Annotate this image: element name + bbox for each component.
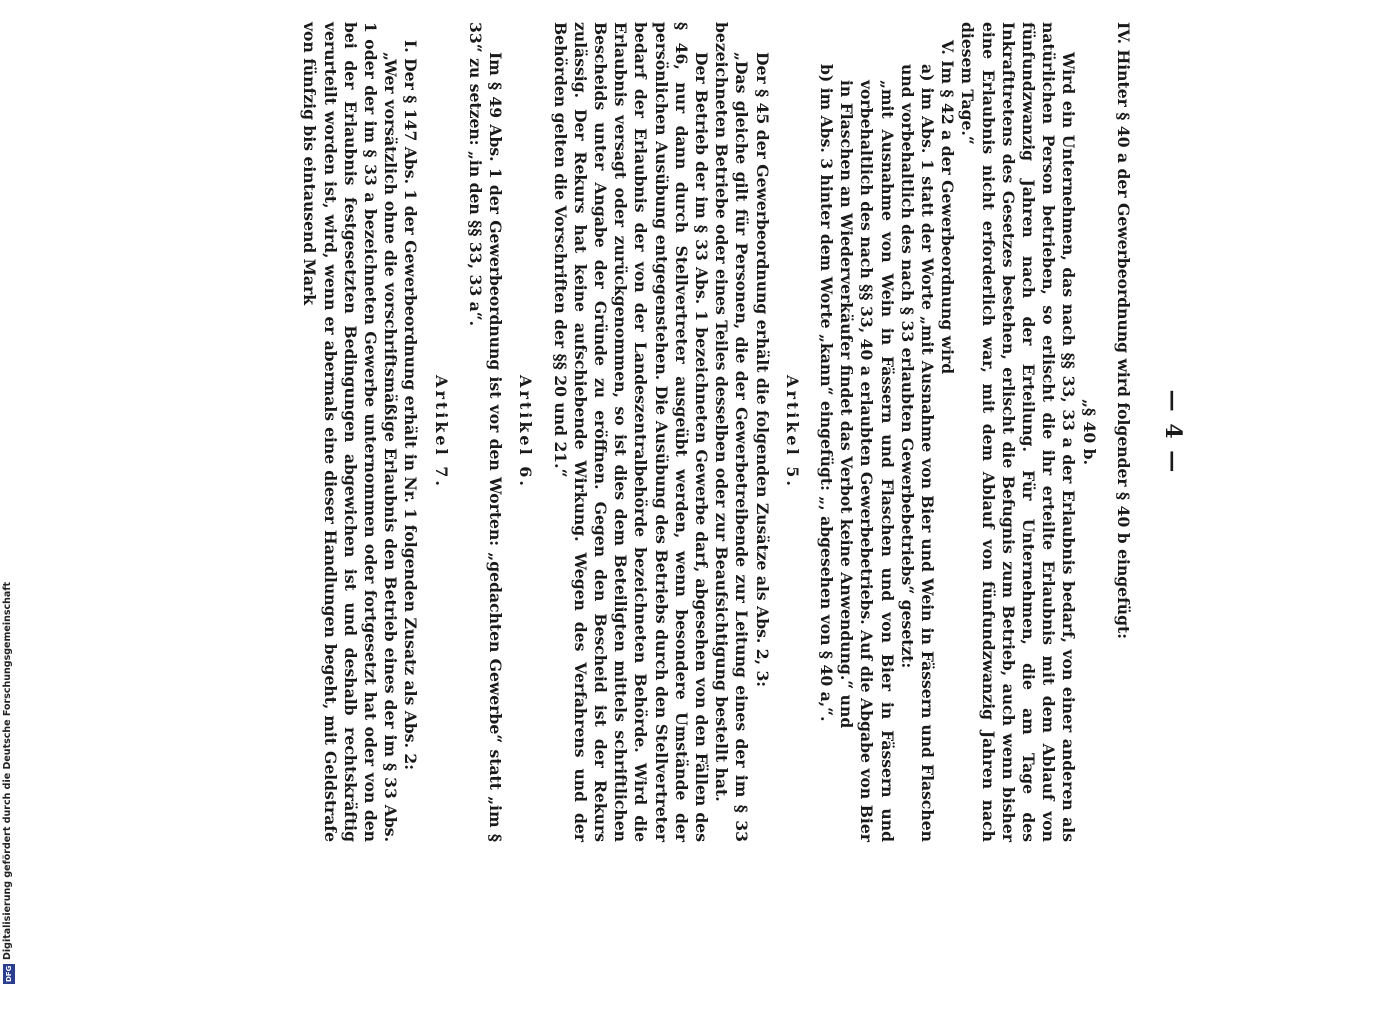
artikel-7-item-1: I. Der § 147 Abs. 1 der Gewerbeordnung erhält in Nr. 1 folgenden Zusatz als Abs. 2: — [401, 40, 421, 771]
artikel-5-intro: Der § 45 der Gewerbeordnung erhält die folgenden Zusätze als Abs. 2, 3: — [752, 52, 772, 688]
artikel-7-heading: Artikel 7. — [431, 375, 451, 489]
artikel-5-paragraph-2: Der Betrieb der im § 33 Abs. 1 bezeichneten Gewerbe darf, abgesehen von den Fällen des § 46, nur dann durch Stellvertreter ausgeübt werden, wenn besondere Umstände der persönlichen Ausübung entgegenstehen. Die Ausübung des Betriebs durch den Stellvertreter bedarf der Erlaubnis der von der Landeszentralbehörde bezeichneten Behörde. Wird die Erlaubnis versagt oder zurückgenommen, so ist dies dem Beteiligten mittels schriftlichen Bescheids unter Angabe der Gründe zu eröffnen. Gegen den Bescheid ist der Rekurs zulässig. Der Rekurs hat keine aufschiebende Wirkung. Wegen des Verfahrens und der Behörden gelten die Vorschriften der §§ 20 und 21.“ — [550, 22, 711, 842]
section-v-item-b: b) im Abs. 3 hinter dem Worte „kann“ eingefügt: „, abgesehen von § 40 a,“. — [816, 64, 836, 722]
section-v-item-a-quote: „mit Ausnahme von Wein in Fässern und Flaschen und von Bier in Fässern und vorbehaltlich des nach §§ 33, 40 a erlaubten Gewerbebetriebs. Auf die Abgabe von Bier in Flaschen an Wiederverkäufer findet das Verbot keine Anwendung.“ und — [837, 80, 897, 842]
section-iv-heading: IV. Hinter § 40 a der Gewerbeordnung wird folgender § 40 b eingefügt: — [1113, 22, 1133, 640]
digitization-credit-text: Digitalisierung gefördert durch die Deutsche Forschungsgemeinschaft — [2, 582, 13, 960]
section-40b-text: Wird ein Unternehmen, das nach §§ 33, 33 a der Erlaubnis bedarf, von einer anderen als natürlichen Person betrieben, so erlischt die ihr erteilte Erlaubnis mit dem Ablauf von fünfundzwanzig Jahren nach der Erteilung. Für Unternehmen, die am Tage des Inkrafttretens des Gesetzes bestehen, erlischt die Befugnis zum Betrieb, auch wenn bisher eine Erlaubnis nicht erforderlich war, mit dem Ablauf von fünfundzwanzig Jahren nach diesem Tage.“ — [958, 22, 1079, 842]
document-body — [299, 22, 1186, 842]
page-number: — 4 — — [1160, 389, 1186, 475]
digitization-credit — [2, 392, 16, 992]
artikel-6-text: Im § 49 Abs. 1 der Gewerbeordnung ist vor den Worten: „gedachten Gewerbe“ statt „im § 33“ zu setzen: „in den §§ 33, 33 a“. — [465, 22, 506, 842]
section-40b-title: „§ 40 b. — [1079, 398, 1099, 465]
section-v-heading: V. Im § 42 a der Gewerbeordnung wird — [938, 40, 958, 375]
dfg-logo: DFG — [5, 965, 13, 983]
section-v-item-a: a) im Abs. 1 statt der Worte „mit Ausnahme von Bier und Wein in Fässern und Flaschen und vorbehaltlich des nach § 33 erlaubten Gewerbebetriebs“ gesetzt: — [897, 64, 937, 842]
artikel-5-heading: Artikel 5. — [782, 375, 802, 489]
rotated-document-page — [183, 22, 1186, 1022]
artikel-6-heading: Artikel 6. — [516, 375, 536, 489]
artikel-7-item-1-quote: „Wer vorsätzlich ohne die vorschriftsmäßige Erlaubnis den Betrieb eines der im § 33 Abs. 1 oder der im § 33 a bezeichneten Gewerbe unternommen oder fortgesetzt hat oder von den bei der Erlaubnis festgesetzten Bedingungen abgewichen ist und deshalb rechtskräftig verurteilt worden ist, wird, wenn er abermals eine dieser Handlungen begeht, mit Geldstrafe von fünfzig bis eintausend Mark — [300, 22, 401, 842]
artikel-5-paragraph-1: „Das gleiche gilt für Personen, die der Gewerbetreibende zur Leitung eines der im § 33 bezeichneten Betriebe oder eines Teiles desselben oder zur Beaufsichtigung bestellt hat. — [712, 22, 752, 842]
